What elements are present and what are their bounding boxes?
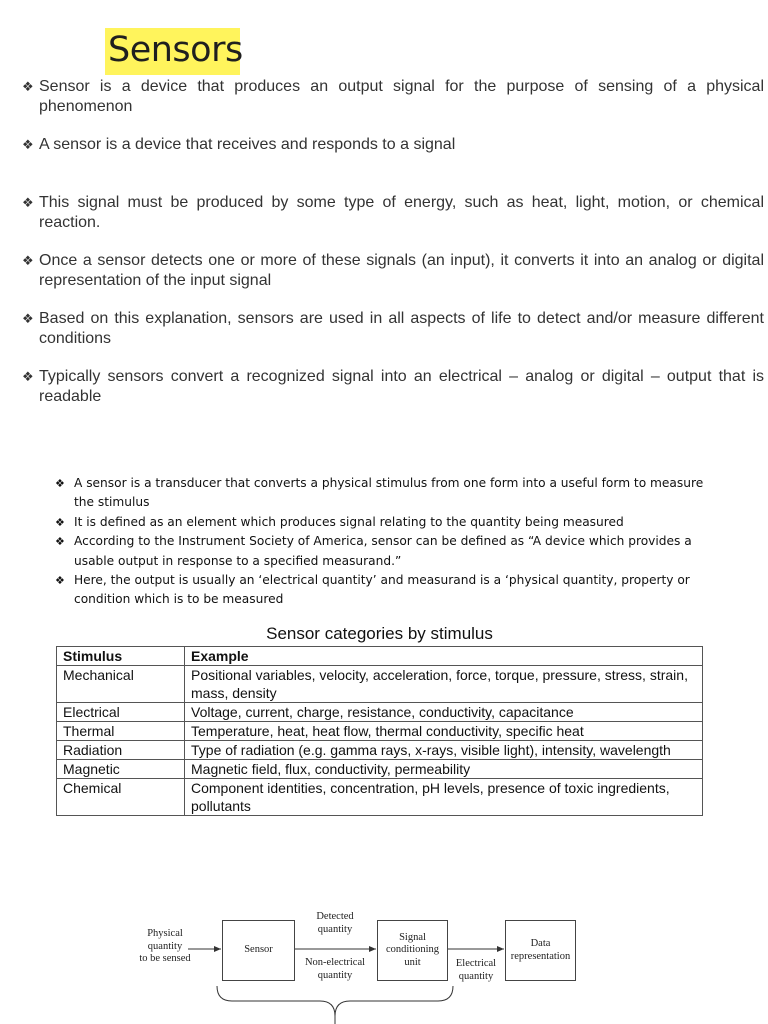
main-bullet-text: This signal must be produced by some type of energy, such as heat, light, motion, or chemical reaction. bbox=[39, 194, 764, 231]
table-row bbox=[57, 703, 703, 722]
table-row bbox=[57, 666, 703, 703]
main-bullet-item bbox=[22, 77, 764, 135]
grouping-brace bbox=[217, 986, 453, 1016]
example-cell: Temperature, heat, heat flow, thermal conductivity, specific heat bbox=[185, 722, 703, 741]
example-cell: Type of radiation (e.g. gamma rays, x-rays, visible light), intensity, wavelength bbox=[185, 741, 703, 760]
stimulus-cell: Electrical bbox=[57, 703, 185, 722]
sub-bullet-item bbox=[55, 474, 707, 513]
example-cell: Positional variables, velocity, acceleration, force, torque, pressure, stress, strain, mass, density bbox=[185, 666, 703, 703]
diamond-bullet-icon: ❖ bbox=[55, 574, 65, 588]
stimulus-cell: Chemical bbox=[57, 779, 185, 816]
data-box-label-line: representation bbox=[510, 950, 571, 962]
detected-label-line: quantity bbox=[317, 923, 353, 935]
table-row bbox=[57, 779, 703, 816]
example-cell: Voltage, current, charge, resistance, conductivity, capacitance bbox=[185, 703, 703, 722]
column-header-example: Example bbox=[185, 647, 703, 666]
diamond-bullet-icon: ❖ bbox=[22, 369, 34, 384]
table-row bbox=[57, 741, 703, 760]
input-label-line: quantity bbox=[147, 940, 183, 952]
detected-quantity-label bbox=[300, 911, 370, 936]
table-row bbox=[57, 760, 703, 779]
electrical-label-line: quantity bbox=[458, 970, 494, 982]
sensor-box: Sensor bbox=[222, 920, 295, 981]
main-bullet-text: Based on this explanation, sensors are used in all aspects of life to detect and/or measure different conditions bbox=[39, 310, 764, 347]
sub-bullet-item bbox=[55, 513, 707, 532]
input-label-line: Physical bbox=[147, 928, 183, 939]
column-header-stimulus: Stimulus bbox=[57, 647, 185, 666]
conditioning-label-line: unit bbox=[404, 956, 421, 968]
sub-bullet-item bbox=[55, 532, 707, 571]
stimulus-cell: Radiation bbox=[57, 741, 185, 760]
sub-bullet-item bbox=[55, 571, 707, 610]
stimulus-cell: Thermal bbox=[57, 722, 185, 741]
electrical-label-line: Electrical bbox=[455, 958, 497, 969]
diamond-bullet-icon: ❖ bbox=[22, 137, 34, 152]
main-bullet-item bbox=[22, 251, 764, 309]
page-title: Sensors bbox=[108, 30, 243, 70]
nonelectrical-label-line: quantity bbox=[317, 969, 353, 981]
input-quantity-label bbox=[132, 928, 198, 966]
title-highlight bbox=[105, 28, 243, 75]
table-row bbox=[57, 722, 703, 741]
electrical-quantity-label bbox=[447, 958, 505, 983]
main-bullet-text: Typically sensors convert a recognized signal into an electrical – analog or digital – output that is readable bbox=[39, 368, 764, 405]
main-bullet-item bbox=[22, 135, 764, 193]
sensor-categories-table bbox=[56, 646, 703, 816]
diamond-bullet-icon: ❖ bbox=[55, 477, 65, 490]
example-cell: Magnetic field, flux, conductivity, permeability bbox=[185, 760, 703, 779]
non-electrical-quantity-label bbox=[298, 957, 372, 982]
stimulus-cell: Magnetic bbox=[57, 760, 185, 779]
diamond-bullet-icon: ❖ bbox=[22, 253, 34, 268]
sub-bullet-text: According to the Instrument Society of America, sensor can be defined as “A device which provides a usable output in response to a specified measurand.” bbox=[74, 534, 692, 568]
signal-conditioning-box bbox=[377, 920, 448, 981]
main-bullet-text: Sensor is a device that produces an output signal for the purpose of sensing of a physical phenomenon bbox=[39, 78, 764, 115]
diamond-bullet-icon: ❖ bbox=[22, 311, 34, 326]
main-bullet-item bbox=[22, 309, 764, 367]
conditioning-label-line: Signal bbox=[399, 931, 426, 943]
sub-bullet-text: Here, the output is usually an ‘electrical quantity’ and measurand is a ‘physical quantity, property or condition which is to be measured bbox=[74, 573, 690, 607]
main-bullet-text: Once a sensor detects one or more of these signals (an input), it converts it into an analog or digital representation of the input signal bbox=[39, 252, 764, 289]
input-label-line: to be sensed bbox=[139, 953, 191, 964]
stimulus-cell: Mechanical bbox=[57, 666, 185, 703]
data-representation-box bbox=[505, 920, 576, 981]
example-cell: Component identities, concentration, pH levels, presence of toxic ingredients, pollutants bbox=[185, 779, 703, 816]
diamond-bullet-icon: ❖ bbox=[55, 535, 65, 549]
main-bullet-item bbox=[22, 367, 764, 425]
data-box-label-line: Data bbox=[530, 938, 551, 949]
main-bullet-list bbox=[22, 77, 764, 425]
sub-bullet-text: A sensor is a transducer that converts a physical stimulus from one form into a useful form to measure the stimulus bbox=[74, 476, 704, 510]
main-bullet-item bbox=[22, 193, 764, 251]
main-bullet-text: A sensor is a device that receives and responds to a signal bbox=[39, 136, 456, 153]
table-header-row bbox=[57, 647, 703, 666]
diamond-bullet-icon: ❖ bbox=[22, 195, 34, 210]
conditioning-label-line: conditioning bbox=[385, 944, 440, 956]
diamond-bullet-icon: ❖ bbox=[55, 515, 65, 529]
table-title: Sensor categories by stimulus bbox=[266, 624, 493, 643]
diamond-bullet-icon: ❖ bbox=[22, 79, 34, 94]
nonelectrical-label-line: Non-electrical bbox=[304, 957, 366, 968]
sensor-block-diagram bbox=[0, 880, 768, 1024]
sub-bullet-list bbox=[55, 474, 707, 610]
sub-bullet-text: It is defined as an element which produces signal relating to the quantity being measured bbox=[74, 514, 624, 529]
detected-label-line: Detected bbox=[316, 911, 354, 922]
